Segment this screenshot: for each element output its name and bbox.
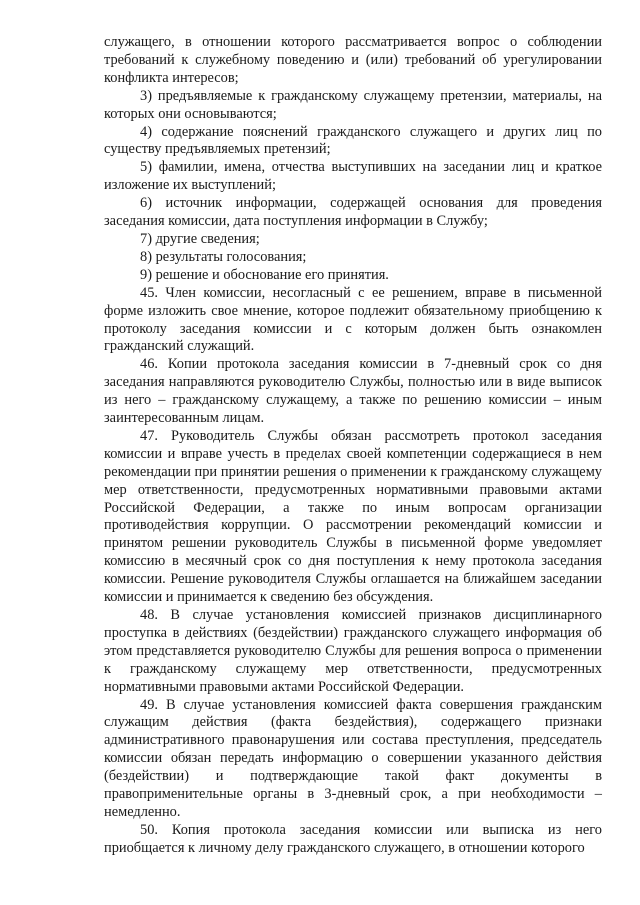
clause-49: 49. В случае установления комиссией факта совершения гражданским служащим действия (факта бездействия), содержащего признаки административного правонарушения или состава преступления, председатель комиссии обязан передать информацию о совершении указанного действия (бездействии) и подтверждающие такой факт документы в правоприменительные органы в 3-дневный срок, а при необходимости – немедленно.	[104, 696, 602, 820]
list-item-8-voting: 8) результаты голосования;	[140, 248, 307, 265]
document-body	[104, 34, 602, 858]
list-item-6-source: 6) источник информации, содержащей основания для проведения заседания комиссии, дата поступления информации в Службу;	[104, 195, 602, 230]
clause-46: 46. Копии протокола заседания комиссии в 7-дневный срок со дня заседания направляются руководителю Службы, полностью или в виде выписок из него – гражданскому служащему, а также по решению комиссии – иным заинтересованным лицам.	[104, 356, 602, 427]
clause-48: 48. В случае установления комиссией признаков дисциплинарного проступка в действиях (бездействии) гражданского служащего информация об этом представляется руководителю Службы для решения вопроса о применении к гражданскому служащему мер ответственности, предусмотренных нормативными правовыми актами Российской Федерации.	[104, 607, 602, 695]
list-item-9-decision: 9) решение и обоснование его принятия.	[140, 266, 389, 283]
clause-50: 50. Копия протокола заседания комиссии или выписка из него приобщается к личному делу гражданского служащего, в отношении которого	[104, 821, 602, 856]
list-item-3-claims: 3) предъявляемые к гражданскому служащему претензии, материалы, на которых они основываются;	[104, 87, 602, 122]
list-item-5-speakers: 5) фамилии, имена, отчества выступивших на заседании лиц и краткое изложение их выступлений;	[104, 159, 602, 194]
list-item-7-other: 7) другие сведения;	[140, 230, 260, 247]
clause-45: 45. Член комиссии, несогласный с ее решением, вправе в письменной форме изложить свое мнение, которое подлежит обязательному приобщению к протоколу заседания комиссии и с которым должен быть ознакомлен гражданский служащий.	[104, 284, 602, 355]
clause-47: 47. Руководитель Службы обязан рассмотреть протокол заседания комиссии и вправе учесть в пределах своей компетенции содержащиеся в нем рекомендации при принятии решения о применении к гражданскому служащему мер ответственности, предусмотренных нормативными правовыми актами Российской Федерации, а также по иным вопросам организации противодействия коррупции. О рассмотрении рекомендаций комиссии и принятом решении руководитель Службы в письменной форме уведомляет комиссию в месячный срок со дня поступления к нему протокола заседания комиссии. Решение руководителя Службы оглашается на ближайшем заседании комиссии и принимается к сведению без обсуждения.	[104, 427, 602, 606]
list-item-4-explanations: 4) содержание пояснений гражданского служащего и других лиц по существу предъявляемых претензий;	[104, 123, 602, 158]
paragraph-continuation: служащего, в отношении которого рассматривается вопрос о соблюдении требований к служебному поведению и (или) требований об урегулировании конфликта интересов;	[104, 34, 602, 86]
